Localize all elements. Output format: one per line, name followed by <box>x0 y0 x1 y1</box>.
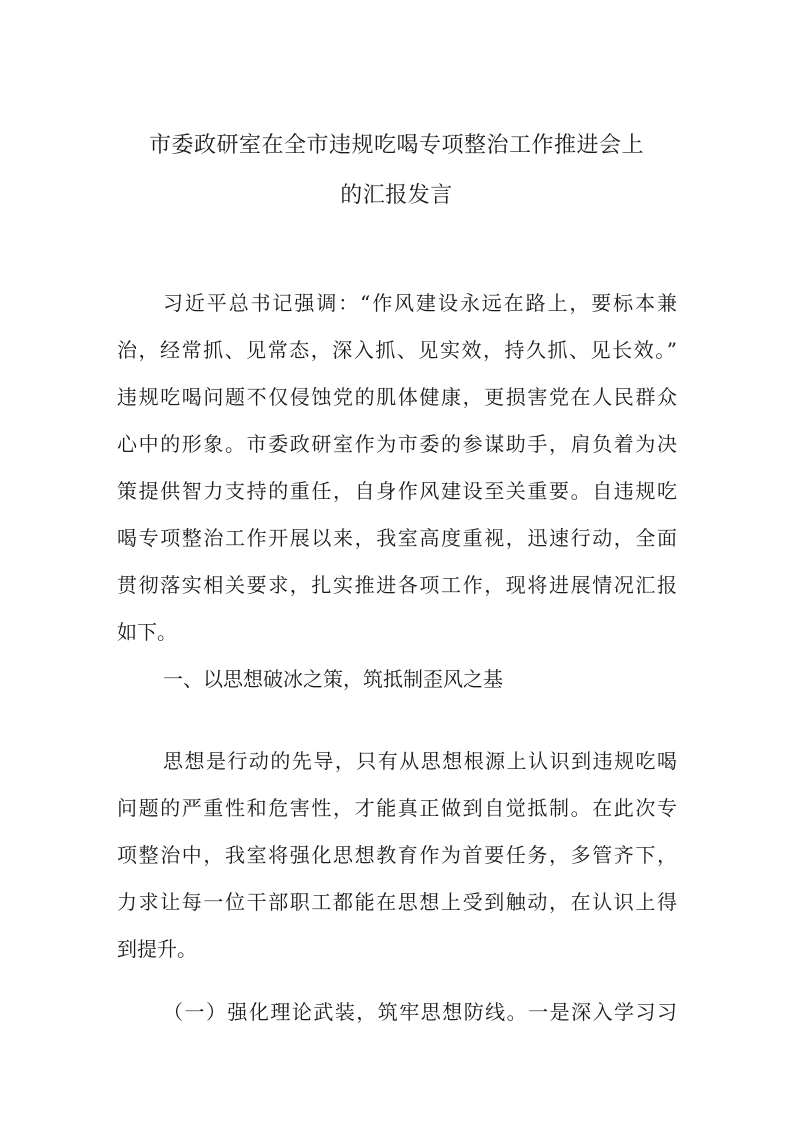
document-title-line-2: 的汇报发言 <box>340 183 453 208</box>
paragraph-2-line: 思想是行动的先导，只有从思想根源上认识到违规吃喝 <box>163 749 677 773</box>
paragraph-1-line: 贯彻落实相关要求，扎实推进各项工作，现将进展情况汇报 <box>117 573 677 597</box>
paragraph-1-line: 如下。 <box>117 620 177 644</box>
subsection-1-line: （一）强化理论武装，筑牢思想防线。一是深入学习习 <box>163 1000 677 1024</box>
document-title-line-1: 市委政研室在全市违规吃喝专项整治工作推进会上 <box>148 133 644 158</box>
paragraph-1-line: 习近平总书记强调：“作风建设永远在路上，要标本兼 <box>163 291 677 315</box>
section-1-heading: 一、以思想破冰之策，筑抵制歪风之基 <box>163 667 503 691</box>
paragraph-2-line: 力求让每一位干部职工都能在思想上受到触动，在认识上得 <box>117 890 677 914</box>
paragraph-1-line: 违规吃喝问题不仅侵蚀党的肌体健康，更损害党在人民群众 <box>117 385 677 409</box>
paragraph-1-line: 喝专项整治工作开展以来，我室高度重视，迅速行动，全面 <box>117 526 677 550</box>
paragraph-1-line: 策提供智力支持的重任，自身作风建设至关重要。自违规吃 <box>117 479 677 503</box>
paragraph-2-line: 问题的严重性和危害性，才能真正做到自觉抵制。在此次专 <box>117 796 677 820</box>
paragraph-1-line: 治，经常抓、见常态，深入抓、见实效，持久抓、见长效。” <box>117 338 677 362</box>
paragraph-2-line: 项整治中，我室将强化思想教育作为首要任务，多管齐下， <box>117 843 677 867</box>
paragraph-1-line: 心中的形象。市委政研室作为市委的参谋助手，肩负着为决 <box>117 432 677 456</box>
paragraph-2-line: 到提升。 <box>117 937 197 961</box>
